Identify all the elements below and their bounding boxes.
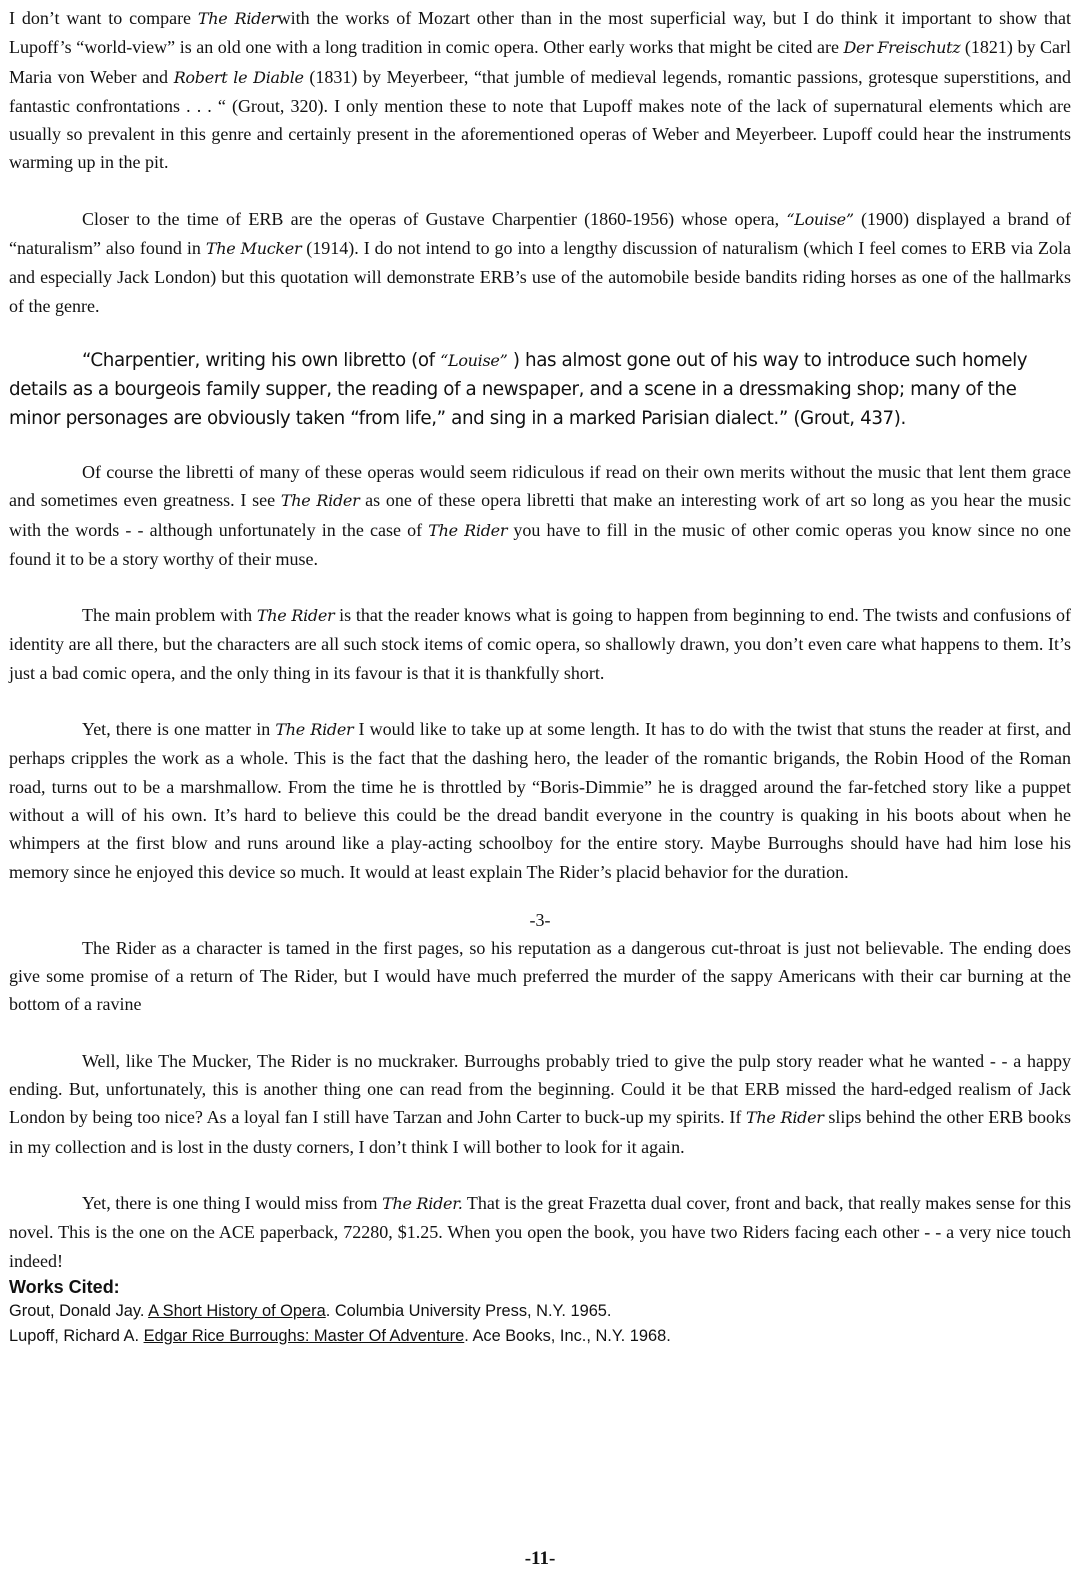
paragraph-6: [9, 934, 1071, 1019]
text: “Charpentier, writing his own libretto (of: [82, 349, 441, 371]
page-number: -11-: [524, 1548, 556, 1569]
works-cited-entry: [9, 1324, 1071, 1349]
text: (1900) displayed a brand of “naturalism” also found in: [9, 208, 1071, 259]
block-quote: [9, 346, 1071, 433]
paragraph-2: [9, 205, 1071, 320]
text: you have to fill in the music of other comic operas you know since no one found it to be a story worthy of their muse.: [9, 519, 1071, 569]
book-title: The Rider: [275, 720, 354, 740]
text: Yet, there is one matter in: [82, 719, 276, 740]
works-cited-heading: Works Cited:: [9, 1276, 120, 1297]
citation-author: Grout, Donald Jay.: [9, 1301, 149, 1320]
book-title: The Mucker: [205, 239, 302, 259]
text: The main problem with: [82, 605, 257, 626]
paragraph-5: [9, 715, 1071, 886]
citation-title: A Short History of Opera: [148, 1301, 326, 1320]
citation-publisher: . Columbia University Press, N.Y. 1965.: [325, 1301, 612, 1320]
works-cited-entry: [9, 1299, 1071, 1324]
opera-title: Robert le Diable: [173, 67, 304, 87]
opera-title: “Louise”: [786, 209, 854, 229]
text: ) has almost gone out of his way to introduce such homely details as a bourgeois family supper, the reading of a newspaper, and a scene in a dressmaking shop; many of the minor personages are obviously taken “from life,” and sing in a marked Parisian dialect.” (Grout, 437).: [9, 349, 1028, 429]
text: (1914). I do not intend to go into a lengthy discussion of naturalism (which I feel comes to ERB via Zola and especially Jack London) but this quotation will demonstrate ERB’s use of the automobile beside bandits riding horses as one of the hallmarks of the genre.: [9, 238, 1071, 316]
paragraph-3: [9, 458, 1071, 573]
text: The Rider as a character is tamed in the first pages, so his reputation as a dangerous cut-throat is just not believable. The ending does give some promise of a return of The Rider, but I would have much preferred the murder of the sappy Americans with their car burning at the bottom of a ravine: [9, 937, 1071, 1015]
article-body: [9, 4, 1071, 1349]
paragraph-4: [9, 601, 1071, 687]
citation-publisher: . Ace Books, Inc., N.Y. 1968.: [464, 1326, 671, 1345]
book-title: The Rider: [428, 520, 508, 540]
text: as one of these opera libretti that make an interesting work of art so long as you hear the music with the words - - although unfortunately in the case of: [9, 490, 1071, 540]
citation-title: Edgar Rice Burroughs: Master Of Adventure: [143, 1326, 465, 1345]
paragraph-8: [9, 1189, 1071, 1275]
text: is that the reader knows what is going to happen from beginning to end. The twists and confusions of identity are all there, but the characters are all such stock items of comic opera, so shallowly drawn, you don’t even care what happens to them. It’s just a bad comic opera, and the only thing in its favour is that it is thankfully short.: [9, 605, 1072, 683]
book-title: The Rider.: [382, 1193, 463, 1213]
text: I would like to take up at some length. It has to do with the twist that stuns the reader at first, and perhaps cripples the work as a whole. This is the fact that the dashing hero, the leader of the romantic brigands, the Robin Hood of the Roman road, turns out to be a marshmallow. From the time he is throttled by “Boris-Dimmie” he is dragged around the far-fetched story like a puppet without a will of his own. It’s hard to believe this could be the dread bandit everyone in the country is quaking in his boots about when he whimpers at the first blow and runs around like a play-acting schoolboy for the entire story. Maybe Burroughs should have had him lose his memory since he enjoyed this device so much. It would at least explain The Rider’s placid behavior for the duration.: [9, 719, 1072, 882]
page-marker: -3-: [529, 909, 551, 930]
book-title: The Rider: [280, 491, 360, 511]
text: slips behind the other ERB books in my collection and is lost in the dusty corners, I don’t think I will bother to look for it again.: [9, 1107, 1072, 1157]
text: Yet, there is one thing I would miss from: [82, 1192, 383, 1213]
citation-author: Lupoff, Richard A.: [9, 1326, 144, 1345]
text: Closer to the time of ERB are the operas of Gustave Charpentier (1860-1956) whose opera,: [82, 208, 787, 229]
text: (1821) by Carl Maria von Weber and: [9, 37, 1071, 87]
text: (1831) by Meyerbeer, “that jumble of medieval legends, romantic passions, grotesque superstitions, and fantastic confrontations . . . “ (Grout, 320). I only mention these to note that Lupoff makes note of the lack of supernatural elements which are usually so prevalent in this genre and certainly present in the aforementioned operas of Weber and Meyerbeer. Lupoff could hear the instruments warming up in the pit.: [9, 66, 1071, 173]
paragraph-7: [9, 1047, 1071, 1161]
book-title: The Rider: [746, 1108, 824, 1128]
text: That is the great Frazetta dual cover, front and back, that really makes sense for this novel. This is the one on the ACE paperback, 72280, $1.25. When you open the book, you have two Riders facing each other - - a very nice touch indeed!: [9, 1192, 1072, 1271]
text: with the works of Mozart other than in the most superficial way, but I do think it important to show that Lupoff’s “world-view” is an old one with a long tradition in comic opera. Other early works that might be cited are: [9, 8, 1072, 58]
text: I don’t want to compare: [9, 8, 198, 28]
book-title: The Rider: [197, 9, 278, 28]
opera-title: “Louise”: [440, 350, 508, 370]
text: Well, like The Mucker, The Rider is no muckraker. Burroughs probably tried to give the pulp story reader what he wanted - - a happy ending. But, unfortunately, this is another thing one can read from the beginning. Could it be that ERB missed the hard-edged realism of Jack London by being too nice? As a loyal fan I still have Tarzan and John Carter to buck-up my spirits. If: [9, 1050, 1071, 1128]
book-title: The Rider: [256, 606, 335, 626]
paragraph-1: [9, 4, 1071, 177]
text: Of course the libretti of many of these operas would seem ridiculous if read on their own merits without the music that lent them grace and sometimes even greatness. I see: [9, 461, 1071, 511]
opera-title: Der Freischutz: [843, 38, 961, 58]
